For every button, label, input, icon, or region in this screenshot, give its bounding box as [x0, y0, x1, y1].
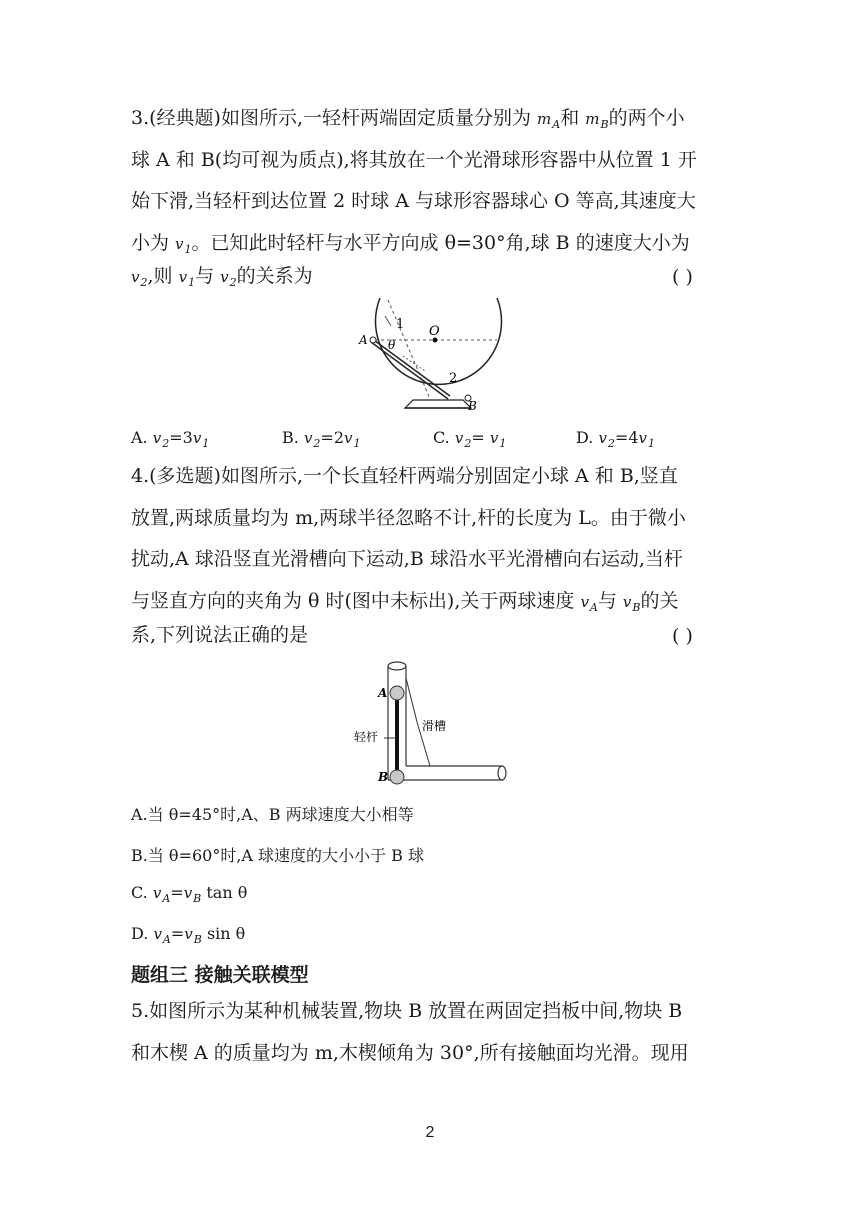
- q3-option-b[interactable]: B. $v_2=2v_1$: [282, 428, 361, 450]
- q4-line-5: 系,下列说法正确的是: [131, 624, 309, 646]
- q3-line-2: 球 A 和 B(均可视为质点),将其放在一个光滑球形容器中从位置 1 开: [131, 149, 697, 171]
- q4-figure-label-A: A: [378, 686, 388, 700]
- q3-option-d[interactable]: D. $v_2=4v_1$: [576, 428, 655, 450]
- q4-line-3: 扰动,A 球沿竖直光滑槽向下运动,B 球沿水平光滑槽向右运动,当杆: [131, 548, 683, 570]
- q4-figure-label-slot: 滑槽: [422, 719, 447, 733]
- q4-line-1: 4.(多选题)如图所示,一个长直轻杆两端分别固定小球 A 和 B,竖直: [131, 465, 678, 487]
- q3-answer-paren: ( ): [672, 266, 693, 288]
- q4-figure-slots: [350, 658, 510, 788]
- q4-option-b[interactable]: B.当 θ=60°时,A 球速度的大小小于 B 球: [131, 846, 424, 865]
- q3-line-3: 始下滑,当轻杆到达位置 2 时球 A 与球形容器球心 O 等高,其速度大: [131, 190, 696, 212]
- q3-line-1: 3.(经典题)如图所示,一轻杆两端固定质量分别为 $m_A$和 $m_B$的两个小: [131, 107, 685, 131]
- q3-figure-label-A: A: [359, 333, 368, 347]
- page-number: 2: [425, 1124, 435, 1141]
- q3-figure-label-2: 2: [449, 371, 458, 386]
- q4-line-4: 与竖直方向的夹角为 θ 时(图中未标出),关于两球速度 $v_A$与 $v_B$的关: [131, 590, 679, 614]
- q3-line-5: $v_2$,则 $v_1$与 $v_2$的关系为: [131, 265, 313, 289]
- q3-figure-label-theta: θ: [388, 338, 396, 352]
- q3-option-c[interactable]: C. $v_2= v_1$: [433, 428, 507, 450]
- q3-figure-label-O: O: [429, 324, 440, 339]
- q4-figure-label-B: B: [378, 770, 389, 784]
- q4-answer-paren: ( ): [672, 625, 693, 647]
- q4-option-d[interactable]: D. $v_A=v_B$ sin θ: [131, 924, 246, 946]
- q5-line-2: 和木楔 A 的质量均为 m,木楔倾角为 30°,所有接触面均光滑。现用: [131, 1042, 689, 1064]
- q3-option-a[interactable]: A. $v_2=3v_1$: [131, 428, 210, 450]
- q3-figure-label-B: B: [468, 399, 477, 413]
- q3-figure-sphere-container: [355, 296, 515, 416]
- section-heading: 题组三 接触关联模型: [131, 964, 309, 986]
- q4-option-c[interactable]: C. $v_A=v_B$ tan θ: [131, 883, 248, 905]
- q4-option-a[interactable]: A.当 θ=45°时,A、B 两球速度大小相等: [131, 805, 414, 824]
- q5-line-1: 5.如图所示为某种机械装置,物块 B 放置在两固定挡板中间,物块 B: [131, 1000, 683, 1022]
- q3-figure-label-1: 1: [396, 317, 405, 332]
- q4-figure-label-rod: 轻杆: [354, 730, 379, 744]
- q3-line-4: 小为 $v_1$。已知此时轻杆与水平方向成 θ=30°角,球 B 的速度大小为: [131, 232, 690, 256]
- q4-line-2: 放置,两球质量均为 m,两球半径忽略不计,杆的长度为 L。由于微小: [131, 507, 686, 529]
